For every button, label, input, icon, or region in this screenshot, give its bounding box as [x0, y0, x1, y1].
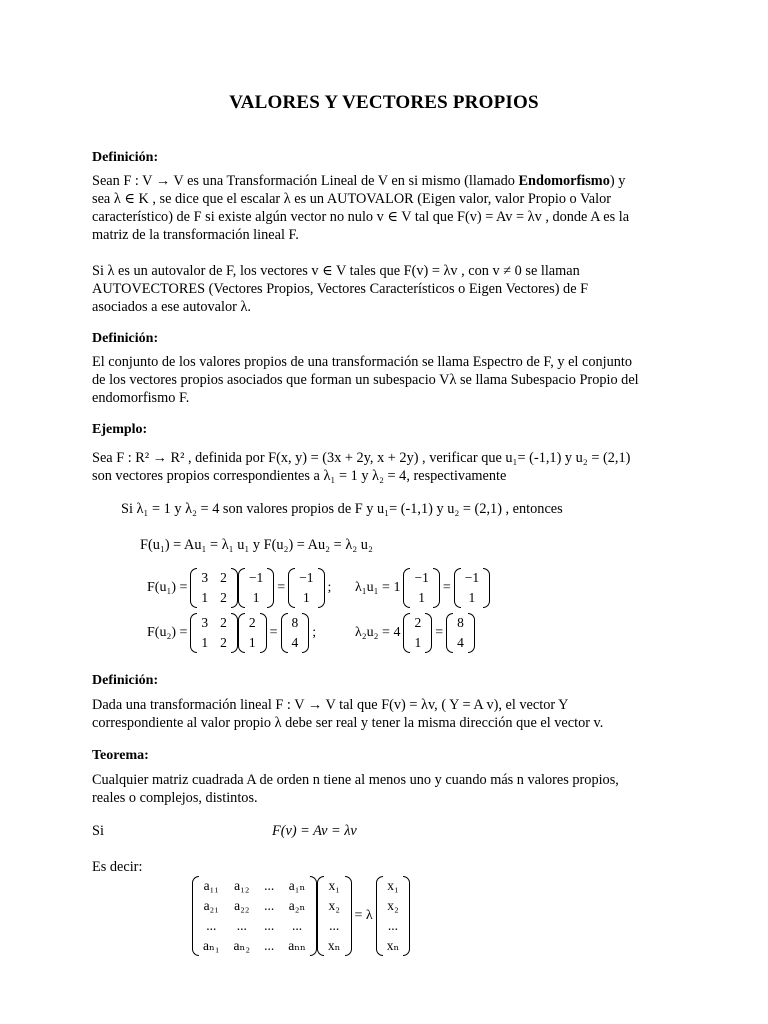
es-decir-label: Es decir:: [92, 859, 143, 875]
def1-line-2: sea λ ∈ K , se dice que el escalar λ es un AUTOVALOR (Eigen valor, valor Propio o Valor: [92, 191, 611, 207]
def1-line-6: AUTOVECTORES (Vectores Propios, Vectores Característicos o Eigen Vectores) de F: [92, 281, 589, 297]
lambda-equals: = λ: [354, 908, 373, 923]
example-line-4: F(u₁) = Au₁ = λ₁ u₁ y F(u₂) = Au₂ = λ₂ u₂: [140, 537, 373, 553]
def1-line-1: Sean F : V → V es una Transformación Lineal de V en si mismo (llamado Endomorfismo) y: [92, 173, 626, 189]
example-line-2: son vectores propios correspondientes a λ₁ = 1 y λ₂ = 4, respectivamente: [92, 468, 507, 484]
def3-line-2: correspondiente al valor propio λ debe ser real y tener la misma dirección que el vector v.: [92, 715, 604, 731]
matrix-A-general: a₁₁ a₁₂ ... a₁ₙ a₂₁ a₂₂ ... a₂ₙ ... ... ... ... aₙ₁ aₙ₂ ... aₙₙ: [192, 876, 317, 956]
example-line-1: Sea F : R² → R² , definida por F(x, y) = (3x + 2y, x + 2y) , verificar que u₁= (-1,1) y u₂ = (2,1): [92, 450, 631, 466]
eq2-lhs: F(u₂) =: [147, 625, 188, 640]
si-label: Si: [92, 823, 104, 839]
def3-line-1: Dada una transformación lineal F : V → V tal que F(v) = λv, ( Y = A v), el vector Y: [92, 697, 569, 713]
definition-heading-2: Definición:: [92, 331, 159, 346]
theorem-heading: Teorema:: [92, 748, 149, 763]
matrix-A-2: 3 2 1 2: [190, 613, 238, 653]
matrix-A: 3 2 1 2: [190, 568, 238, 608]
def2-line-2: de los vectores propios asociados que forman un subespacio Vλ se llama Subespacio Propio del: [92, 372, 639, 388]
vector-Au2: 8 4: [281, 613, 310, 653]
eq1-rhs: λ₁u₁ = 1: [355, 580, 401, 595]
theorem-line-2: reales o complejos, distintos.: [92, 790, 258, 806]
def1-line-4: matriz de la transformación lineal F.: [92, 227, 299, 243]
eq1-lhs: F(u₁) =: [147, 580, 188, 595]
example-heading: Ejemplo:: [92, 422, 148, 437]
vector-u1: −1 1: [238, 568, 274, 608]
eigen-equation: [192, 876, 410, 956]
vector-u2: 2 1: [238, 613, 267, 653]
eq2-rhs: λ₂u₂ = 4: [355, 625, 401, 640]
si-equation: F(v) = Av = λv: [272, 823, 357, 839]
vector-u2-b: 2 1: [403, 613, 432, 653]
definition-heading-3: Definición:: [92, 673, 159, 688]
definition-heading-1: Definición:: [92, 150, 159, 165]
vector-x-rhs: x₁ x₂ ... xₙ: [376, 876, 411, 956]
page-title: VALORES Y VECTORES PROPIOS: [229, 92, 539, 113]
def1-line-3: característico) de F si existe algún vector no nulo v ∈ V tal que F(v) = Av = λv , donde A es la: [92, 209, 630, 225]
vector-u1-b: −1 1: [403, 568, 439, 608]
vector-Au2-b: 8 4: [446, 613, 475, 653]
vector-result-u1: −1 1: [288, 568, 324, 608]
endomorfismo-term: Endomorfismo: [518, 173, 610, 189]
equation-row-1: F(u₁) = 3 2 1 2 −1 1 = −1 1 ;: [144, 568, 334, 608]
vector-x: x₁ x₂ ... xₙ: [317, 876, 352, 956]
theorem-line-1: Cualquier matriz cuadrada A de orden n tiene al menos uno y cuando más n valores propios,: [92, 772, 619, 788]
vector-u1-c: −1 1: [454, 568, 490, 608]
equation-row-2-rhs: λ₂u₂ = 4 2 1 = 8 4: [352, 613, 475, 653]
def2-line-3: endomorfismo F.: [92, 390, 190, 406]
def2-line-1: El conjunto de los valores propios de una transformación se llama Espectro de F, y el conjunto: [92, 354, 633, 370]
def1-line-5: Si λ es un autovalor de F, los vectores v ∈ V tales que F(v) = λv , con v ≠ 0 se llaman: [92, 263, 580, 279]
example-line-3: Si λ₁ = 1 y λ₂ = 4 son valores propios de F y u₁= (-1,1) y u₂ = (2,1) , entonces: [121, 501, 563, 517]
equation-row-2: F(u₂) = 3 2 1 2 2 1 = 8 4 ;: [144, 613, 319, 653]
def1-line-7: asociados a ese autovalor λ.: [92, 299, 251, 315]
equation-row-1-rhs: λ₁u₁ = 1 −1 1 = −1 1: [352, 568, 490, 608]
